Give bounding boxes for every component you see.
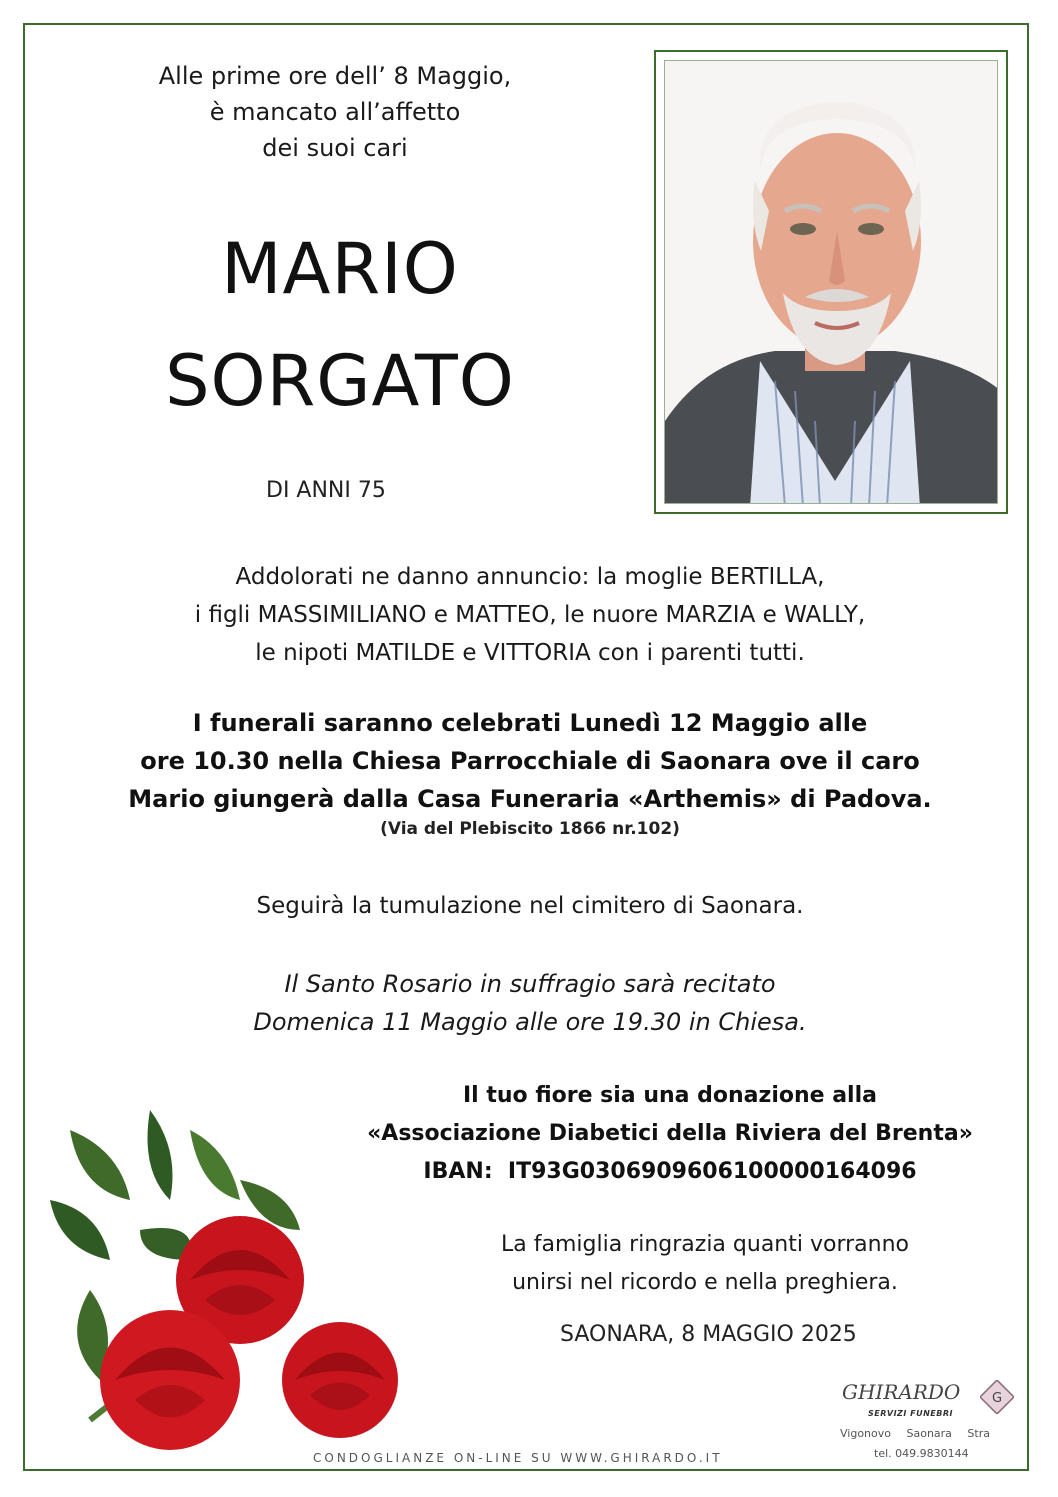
donation-notice xyxy=(330,1077,1010,1191)
funeral-home-logo xyxy=(830,1375,1030,1470)
portrait-frame xyxy=(654,50,1008,514)
portrait-illustration xyxy=(665,61,998,504)
funeral-line: Mario giungerà dalla Casa Funeraria «Arthemis» di Padova. xyxy=(128,785,932,813)
donation-line: Il tuo fiore sia una donazione alla xyxy=(462,1083,877,1108)
condolences-url: CONDOGLIANZE ON-LINE SU WWW.GHIRARDO.IT xyxy=(313,1451,723,1465)
rosary-line: Domenica 11 Maggio alle ore 19.30 in Chiesa. xyxy=(253,1008,807,1036)
funeral-line: I funerali saranno celebrati Lunedì 12 Maggio alle xyxy=(192,709,868,737)
logo-phone: tel. 049.9830144 xyxy=(874,1447,969,1460)
rosary-notice xyxy=(80,965,980,1041)
logo-letter: G xyxy=(991,1391,1003,1406)
intro-text xyxy=(100,58,570,166)
intro-line: Alle prime ore dell’ 8 Maggio, xyxy=(158,62,512,90)
thanks-line: unirsi nel ricordo e nella preghiera. xyxy=(512,1270,898,1295)
deceased-age: DI ANNI 75 xyxy=(266,478,386,503)
family-line: i figli MASSIMILIANO e MATTEO, le nuore MARZIA e WALLY, xyxy=(194,602,866,628)
donation-iban: IBAN: IT93G0306909606100000164096 xyxy=(423,1159,917,1184)
intro-line: dei suoi cari xyxy=(262,134,408,162)
donation-line: «Associazione Diabetici della Riviera del Brenta» xyxy=(367,1121,973,1146)
funeral-line: ore 10.30 nella Chiesa Parrocchiale di Saonara ove il caro xyxy=(140,747,920,775)
place-date: SAONARA, 8 MAGGIO 2025 xyxy=(560,1322,857,1347)
family-announcement xyxy=(80,558,980,672)
logo-subtitle: SERVIZI FUNEBRI xyxy=(868,1409,953,1418)
portrait-photo xyxy=(664,60,998,504)
rosary-line: Il Santo Rosario in suffragio sarà recitato xyxy=(284,970,776,998)
deceased-first-name: MARIO xyxy=(221,228,459,310)
roses-illustration xyxy=(30,1090,430,1470)
family-thanks xyxy=(430,1226,980,1302)
funeral-details xyxy=(80,704,980,818)
logo-name: GHIRARDO xyxy=(842,1380,961,1404)
logo-diamond-icon xyxy=(980,1380,1014,1414)
family-line: Addolorati ne danno annuncio: la moglie BERTILLA, xyxy=(235,564,825,590)
logo-towns: Vigonovo Saonara Stra xyxy=(840,1427,990,1440)
deceased-last-name: SORGATO xyxy=(165,340,515,422)
thanks-line: La famiglia ringrazia quanti vorranno xyxy=(501,1232,909,1257)
burial-notice: Seguirà la tumulazione nel cimitero di Saonara. xyxy=(256,893,804,919)
family-line: le nipoti MATILDE e VITTORIA con i parenti tutti. xyxy=(255,640,805,666)
intro-line: è mancato all’affetto xyxy=(209,98,461,126)
funeral-home-address: (Via del Plebiscito 1866 nr.102) xyxy=(380,819,680,839)
